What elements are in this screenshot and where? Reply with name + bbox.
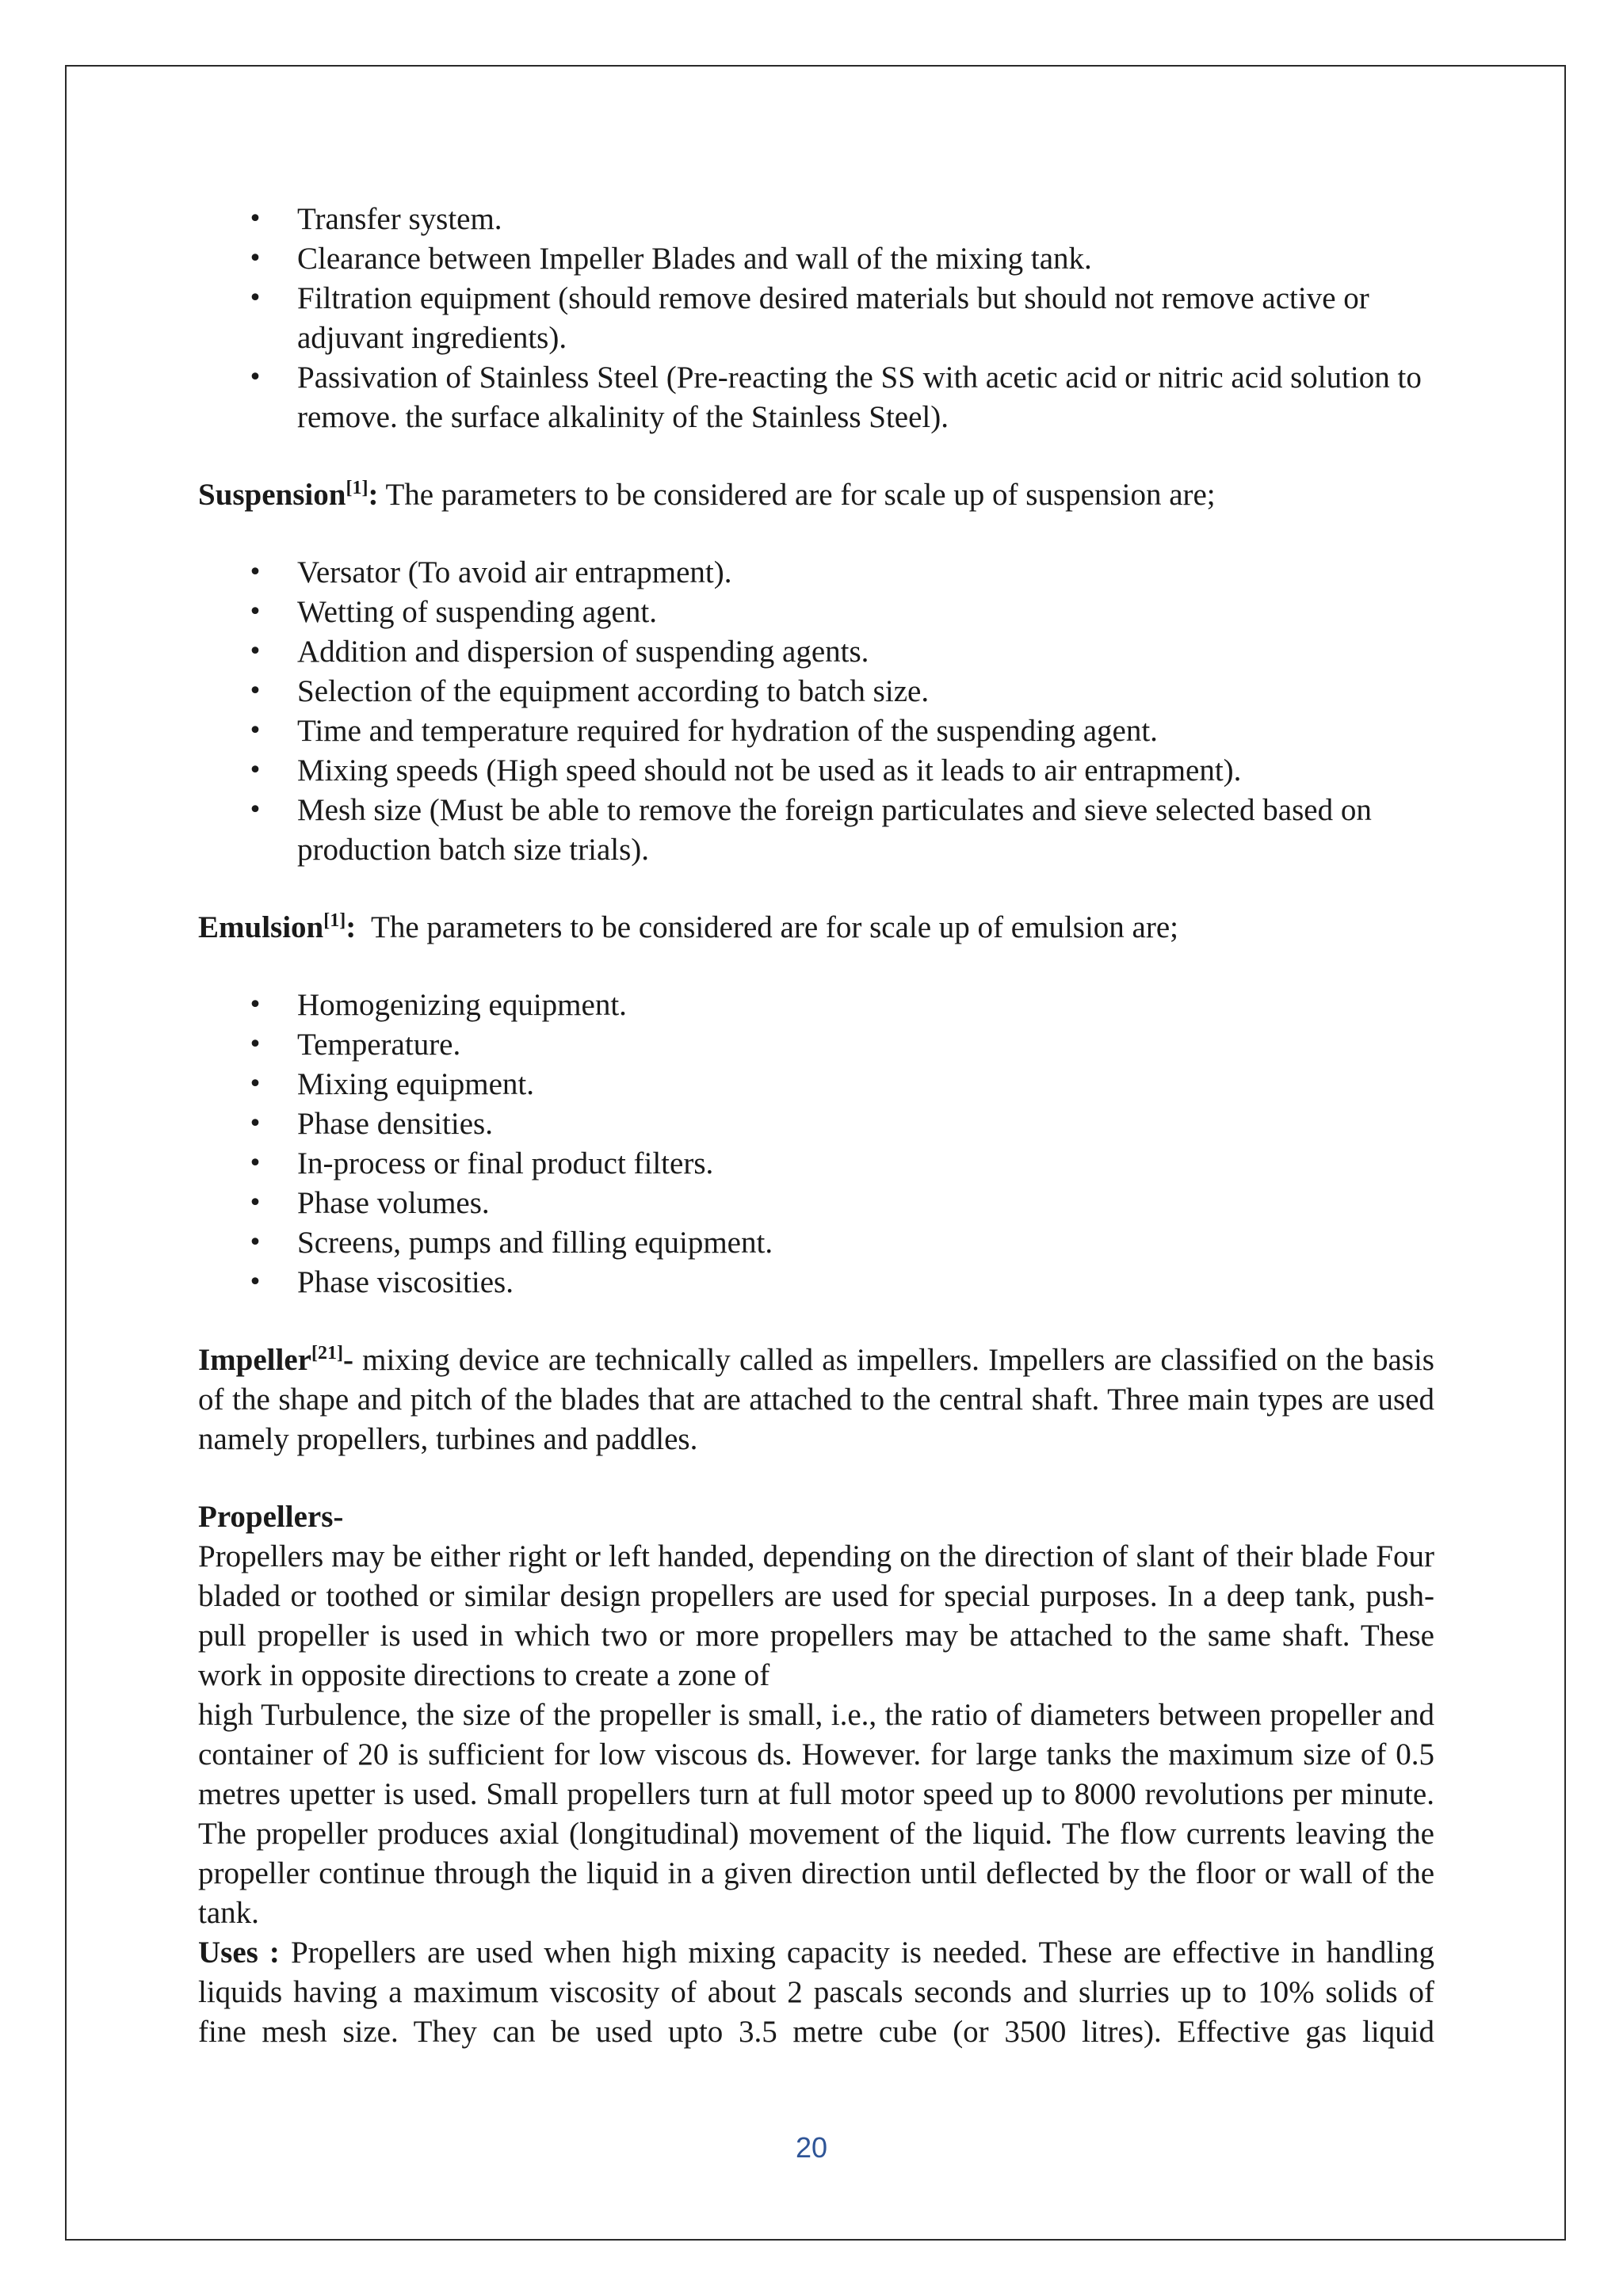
bullet-icon: • <box>248 598 262 626</box>
list-item: • In-process or final product filters. <box>198 1144 1434 1184</box>
list-item: • Time and temperature required for hydration of the suspending agent. <box>198 711 1434 751</box>
emulsion-intro: Emulsion[1]: The parameters to be considered are for scale up of emulsion are; <box>198 910 1178 944</box>
list-item: • Selection of the equipment according to batch size. <box>198 672 1434 711</box>
list-item: • Homogenizing equipment. <box>198 986 1434 1025</box>
list-item: • Versator (To avoid air entrapment). <box>198 553 1434 593</box>
list-item: • Mesh size (Must be able to remove the foreign particulates and sieve selected based on production batch size trials). <box>198 791 1434 870</box>
bullet-icon: • <box>248 284 262 312</box>
bullet-icon: • <box>248 991 262 1019</box>
propellers-paragraph-1: Propellers may be either right or left handed, depending on the direction of slant of their blade Four bladed or toothed or similar design propellers are used for special purposes. In a deep tank, push-pull propeller is used in which two or more propellers may be attached to the same shaft. These work in opposite directions to create a zone of <box>198 1539 1434 1692</box>
impeller-paragraph: Impeller[21]- mixing device are technically called as impellers. Impellers are classified on the basis of the shape and pitch of the blades that are attached to the central shaft. Three main types are used namely propellers, turbines and paddles. <box>198 1343 1434 1456</box>
list-item: • Passivation of Stainless Steel (Pre-reacting the SS with acetic acid or nitric acid solution to remove. the surface alkalinity of the Stainless Steel). <box>198 358 1434 437</box>
list-item: • Phase densities. <box>198 1104 1434 1144</box>
bullet-icon: • <box>248 364 262 391</box>
list-item: • Mixing equipment. <box>198 1065 1434 1104</box>
list-item: • Filtration equipment (should remove desired materials but should not remove active or adjuvant ingredients). <box>198 279 1434 358</box>
propellers-heading: Propellers- <box>198 1500 344 1534</box>
bullet-icon: • <box>248 1150 262 1177</box>
bullet-icon: • <box>248 1031 262 1058</box>
bullet-icon: • <box>248 1110 262 1138</box>
impeller-heading: Impeller[21]- <box>198 1343 353 1377</box>
bullet-icon: • <box>248 245 262 273</box>
list-item: • Mixing speeds (High speed should not be used as it leads to air entrapment). <box>198 751 1434 791</box>
bullet-icon: • <box>248 796 262 824</box>
bullet-icon: • <box>248 1189 262 1217</box>
suspension-heading: Suspension[1]: <box>198 478 379 512</box>
bullet-icon: • <box>248 559 262 586</box>
suspension-ref: [1] <box>346 478 369 498</box>
bullet-icon: • <box>248 717 262 745</box>
list-item: • Screens, pumps and filling equipment. <box>198 1223 1434 1263</box>
page-number: 20 <box>795 2131 828 2164</box>
list-item: • Temperature. <box>198 1025 1434 1065</box>
bullet-icon: • <box>248 1268 262 1296</box>
bullet-icon: • <box>248 205 262 233</box>
list-top <box>198 200 1434 437</box>
propellers-paragraph-2: high Turbulence, the size of the propeller is small, i.e., the ratio of diameters between propeller and container of 20 is sufficient for low viscous ds. However. for large tanks the maximum size of 0.5 metres upetter is used. Small propellers turn at full motor speed up to 8000 revolutions per minute. The propeller produces axial (longitudinal) movement of the liquid. The flow currents leaving the propeller continue through the liquid in a given direction until deflected by the floor or wall of the tank. <box>198 1698 1434 1930</box>
bullet-icon: • <box>248 1229 262 1257</box>
impeller-ref: [21] <box>311 1343 343 1363</box>
uses-label: Uses : <box>198 1936 280 1970</box>
document-body <box>198 200 1434 2052</box>
list-item: • Transfer system. <box>198 200 1434 239</box>
bullet-icon: • <box>248 677 262 705</box>
suspension-list <box>198 553 1434 870</box>
propellers-uses-paragraph: Uses : Propellers are used when high mixing capacity is needed. These are effective in handling liquids having a maximum viscosity of about 2 pascals seconds and slurries up to 10% solids of fine mesh size. They can be used upto 3.5 metre cube (or 3500 litres). Effective gas liquid <box>198 1936 1434 2049</box>
list-item: • Phase volumes. <box>198 1184 1434 1223</box>
emulsion-list <box>198 986 1434 1302</box>
bullet-icon: • <box>248 757 262 784</box>
emulsion-heading: Emulsion[1]: <box>198 910 357 944</box>
list-item: • Addition and dispersion of suspending agents. <box>198 632 1434 672</box>
list-item: • Clearance between Impeller Blades and wall of the mixing tank. <box>198 239 1434 279</box>
list-item: • Phase viscosities. <box>198 1263 1434 1302</box>
suspension-intro: Suspension[1]: The parameters to be considered are for scale up of suspension are; <box>198 478 1216 512</box>
bullet-icon: • <box>248 1070 262 1098</box>
emulsion-ref: [1] <box>323 910 346 931</box>
bullet-icon: • <box>248 638 262 666</box>
list-item: • Wetting of suspending agent. <box>198 593 1434 632</box>
